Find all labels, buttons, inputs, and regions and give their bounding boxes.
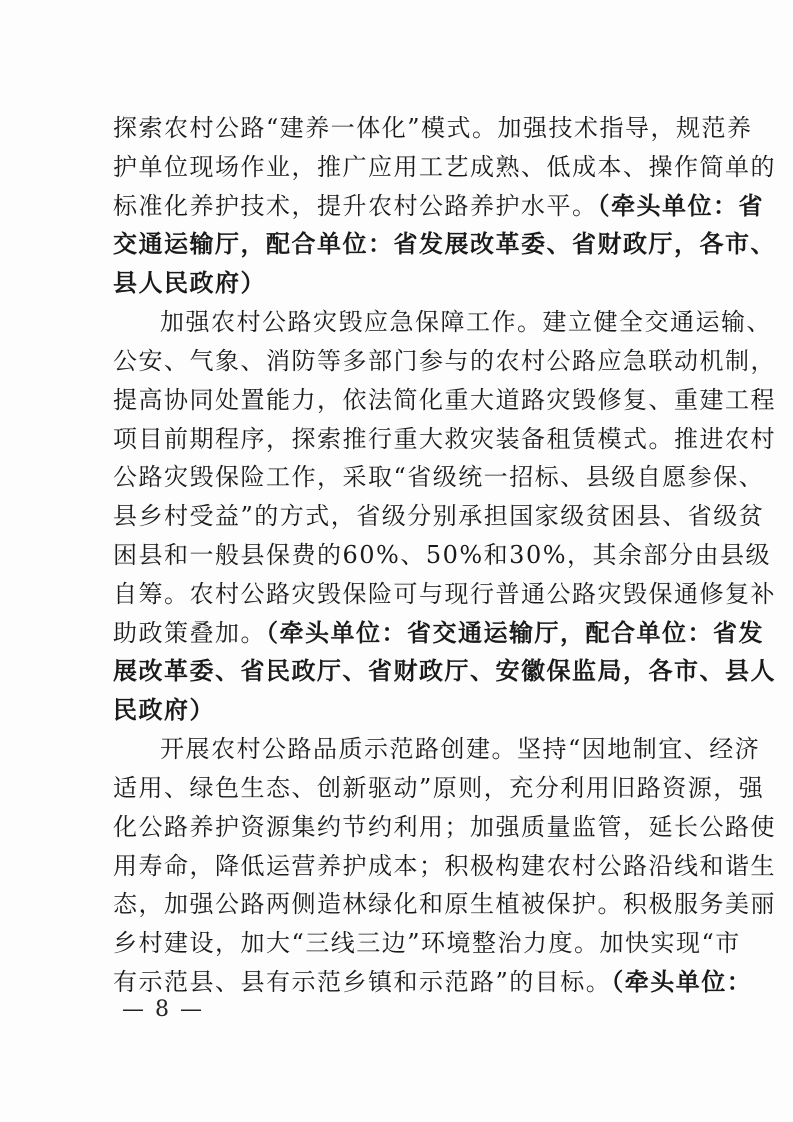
body-text: 化公路养护资源集约节约利用；加强质量监管，延长公路使 [113, 813, 776, 841]
text-line [113, 967, 753, 997]
text-line [113, 812, 776, 842]
body-text: 态，加强公路两侧造林绿化和原生植被保护。积极服务美丽 [113, 890, 776, 918]
text-line [113, 268, 691, 298]
text-line [113, 462, 765, 492]
responsibility-note: （牵头单位： [611, 967, 753, 996]
body-text: 有示范县、县有示范乡镇和示范路”的目标。 [113, 968, 612, 996]
responsibility-note: （牵头单位：省 [597, 191, 764, 220]
text-line [113, 695, 691, 725]
responsibility-note: 民政府） [113, 695, 215, 724]
body-text: 县乡村受益”的方式，省级分别承担国家级贫困县、省级贫 [113, 502, 765, 530]
body-text: 开展农村公路品质示范路创建。坚持“因地制宜、经济 [160, 735, 761, 763]
text-line [160, 307, 772, 337]
text-line [113, 656, 776, 686]
body-text: 用寿命，降低运营养护成本；积极构建农村公路沿线和谐生 [113, 852, 776, 880]
body-text: 困县和一般县保费的60%、50%和30%，其余部分由县级 [113, 541, 772, 569]
text-line [113, 152, 776, 182]
body-text: 探索农村公路“建养一体化”模式。加强技术指导，规范养 [113, 114, 753, 142]
body-text: 公路灾毁保险工作，采取“省级统一招标、县级自愿参保、 [113, 463, 765, 491]
body-text: 乡村建设，加大“三线三边”环境整治力度。加快实现“市 [113, 929, 741, 957]
text-line [113, 540, 772, 570]
text-line [113, 229, 776, 259]
body-text: 提高协同处置能力，依法简化重大道路灾毁修复、重建工程 [113, 386, 776, 414]
text-line [113, 501, 765, 531]
text-line [113, 889, 776, 919]
text-line [113, 618, 764, 648]
body-text: 助政策叠加。 [113, 619, 266, 647]
text-line [113, 579, 776, 609]
text-line [113, 928, 741, 958]
responsibility-note: （牵头单位：省交通运输厅，配合单位：省发 [266, 618, 764, 647]
body-text: 加强农村公路灾毁应急保障工作。建立健全交通运输、 [160, 308, 772, 336]
text-line [113, 113, 753, 143]
text-line [113, 385, 776, 415]
body-text: 公安、气象、消防等多部门参与的农村公路应急联动机制， [113, 347, 776, 375]
body-text: 护单位现场作业，推广应用工艺成熟、低成本、操作简单的 [113, 153, 776, 181]
responsibility-note: 展改革委、省民政厅、省财政厅、安徽保监局，各市、县人 [113, 656, 776, 685]
text-line [160, 734, 761, 764]
text-line [113, 191, 764, 221]
text-line [113, 424, 776, 454]
responsibility-note: 县人民政府） [113, 268, 266, 297]
text-line [113, 851, 776, 881]
body-text: 项目前期程序，探索推行重大救灾装备租赁模式。推进农村 [113, 425, 776, 453]
body-text: 标准化养护技术，提升农村公路养护水平。 [113, 192, 598, 220]
text-line [113, 773, 765, 803]
text-line [113, 346, 776, 376]
responsibility-note: 交通运输厅，配合单位：省发展改革委、省财政厅，各市、 [113, 229, 776, 258]
body-text: 自筹。农村公路灾毁保险可与现行普通公路灾毁保通修复补 [113, 580, 776, 608]
body-text: 适用、绿色生态、创新驱动”原则，充分利用旧路资源，强 [113, 774, 765, 802]
page-number: — 8 — [122, 997, 204, 1022]
